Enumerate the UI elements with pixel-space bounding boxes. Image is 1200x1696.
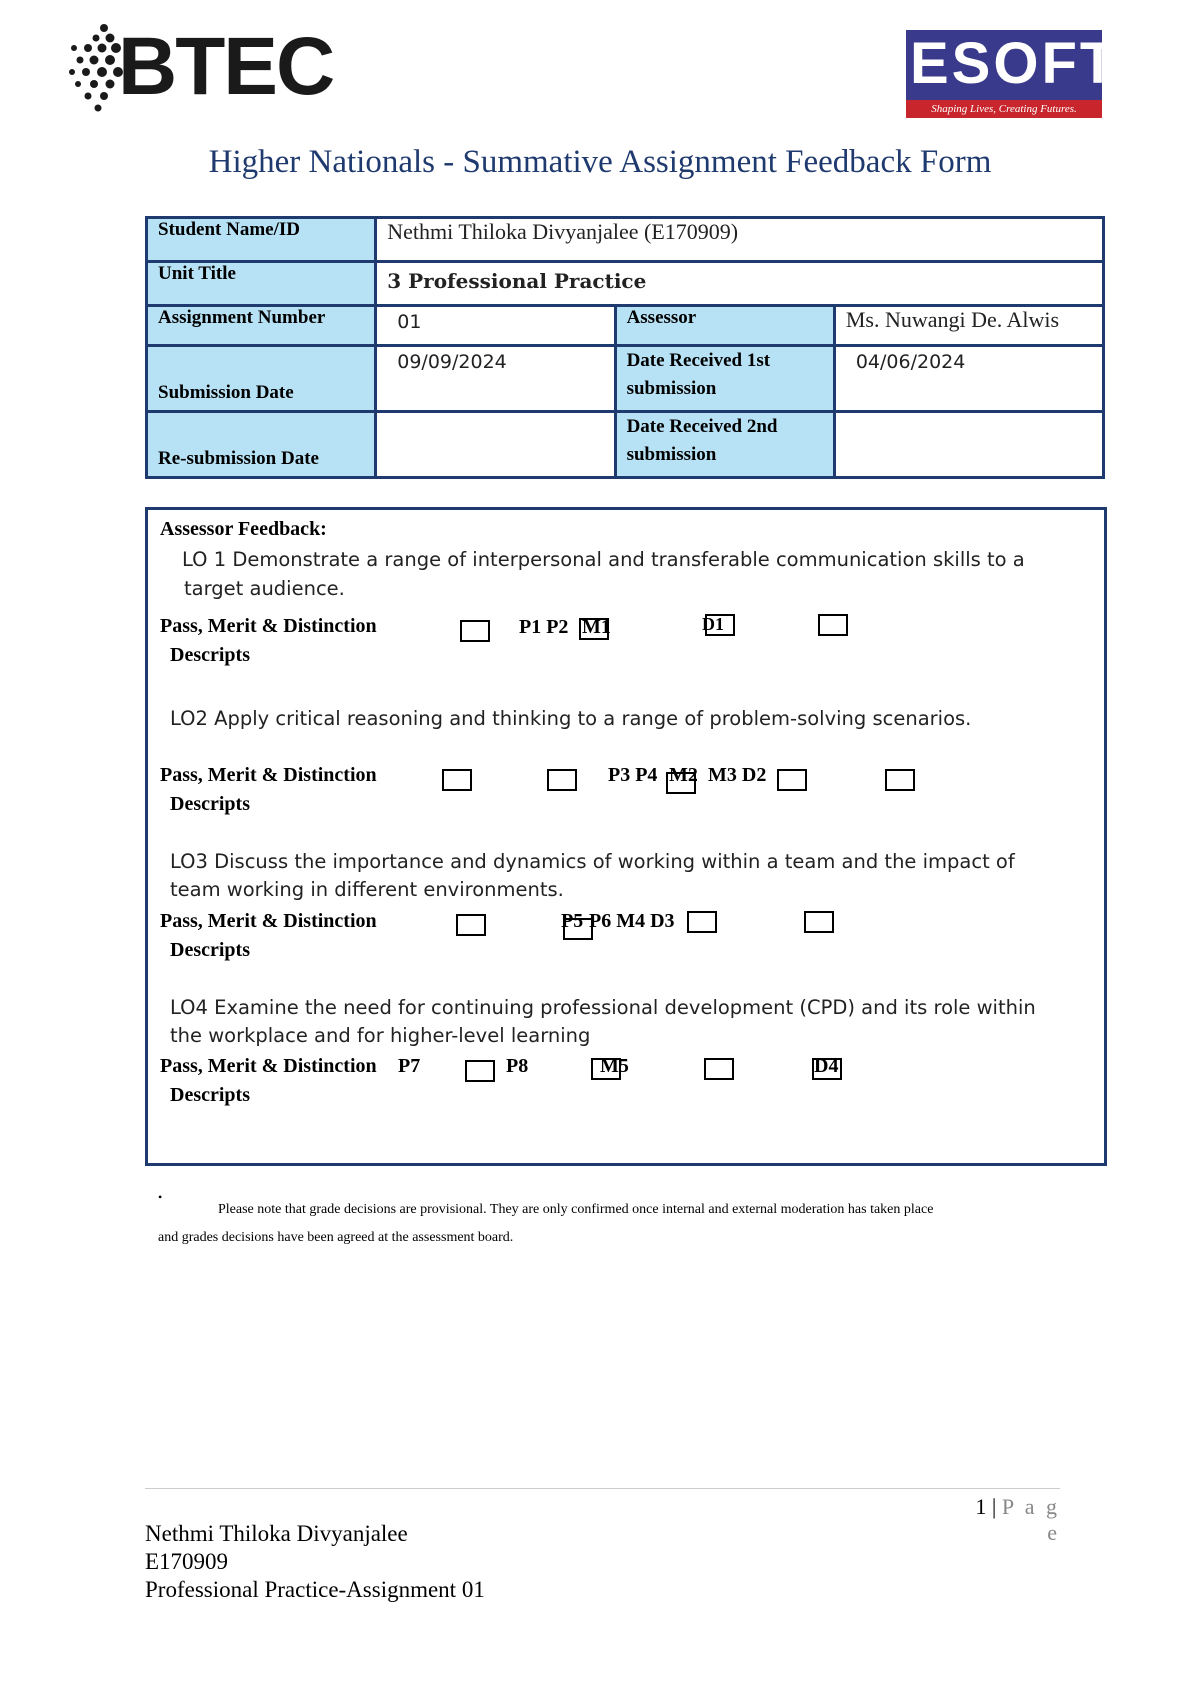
- assessor-feedback-box: [145, 507, 1107, 1166]
- lo3-checkbox-extra[interactable]: [804, 911, 834, 933]
- lo3-grade-p5: P5: [561, 910, 584, 932]
- lo2-checkbox-1[interactable]: [442, 769, 472, 791]
- footer-student-name: Nethmi Thiloka Divyanjalee: [145, 1521, 408, 1546]
- lo4-text-line2: the workplace and for higher-level learning: [170, 1024, 591, 1047]
- lo2-checkbox-2[interactable]: [547, 769, 577, 791]
- assessor-label: Assessor: [615, 306, 834, 346]
- lo3-pmd-label: Pass, Merit & Distinction: [160, 910, 377, 932]
- assessor-value: Ms. Nuwangi De. Alwis: [834, 306, 1103, 346]
- lo2-grades-m3-d2: M3 D2: [708, 764, 767, 786]
- lo1-grades-p1-p2: P1 P2: [519, 616, 569, 638]
- feedback-heading: Assessor Feedback:: [160, 518, 327, 540]
- form-title: Higher Nationals - Summative Assignment Feedback Form: [208, 144, 992, 180]
- student-value: Nethmi Thiloka Divyanjalee (E170909): [376, 218, 1104, 262]
- lo2-text-line1: LO2 Apply critical reasoning and thinking to a range of problem-solving scenarios.: [170, 707, 972, 730]
- esoft-logo-text: ESOFT: [910, 31, 1119, 96]
- lo1-checkbox-extra[interactable]: [818, 614, 848, 636]
- unit-label: Unit Title: [147, 262, 376, 306]
- student-label: Student Name/ID: [147, 218, 376, 262]
- lo4-grade-p8: P8: [506, 1055, 529, 1077]
- lo2-grades-p3-p4: P3 P4: [608, 764, 658, 786]
- lo2-checkbox-extra[interactable]: [885, 769, 915, 791]
- provisional-grade-note: [158, 1196, 1058, 1252]
- assignment-value: 01: [376, 306, 615, 346]
- lo3-checkbox-pass[interactable]: [456, 914, 486, 936]
- received1-value: 04/06/2024: [834, 346, 1103, 412]
- note-bullet: •: [158, 1190, 163, 1204]
- lo3-text-line2: team working in different environments.: [170, 878, 564, 901]
- lo1-checkbox-distinction[interactable]: [705, 614, 735, 636]
- lo4-pmd-label: Pass, Merit & Distinction: [160, 1055, 377, 1077]
- page-number-value: 1: [975, 1494, 987, 1519]
- lo1-text-line2: target audience.: [184, 577, 345, 600]
- esoft-tagline: Shaping Lives, Creating Futures.: [906, 100, 1102, 118]
- lo1-descripts-label: Descripts: [170, 644, 250, 666]
- lo4-grade-p7: P7: [398, 1055, 421, 1077]
- lo4-grade-m5: M5: [600, 1055, 629, 1077]
- received1-label: Date Received 1st submission: [615, 346, 834, 412]
- lo4-checkbox-extra[interactable]: [812, 1058, 842, 1080]
- lo1-text-line1: LO 1 Demonstrate a range of interpersonal and transferable communication skills to a: [182, 548, 1025, 571]
- lo1-checkbox-pass[interactable]: [460, 620, 490, 642]
- submission-label: Submission Date: [147, 346, 376, 412]
- lo4-checkbox-pass[interactable]: [465, 1060, 495, 1082]
- btec-logo: [66, 21, 334, 114]
- footer-assignment-title: Professional Practice-Assignment 01: [145, 1577, 485, 1602]
- btec-dots-icon: [66, 22, 126, 114]
- lo2-pmd-label: Pass, Merit & Distinction: [160, 764, 377, 786]
- resubmission-label: Re-submission Date: [147, 412, 376, 478]
- lo1-grade-m1: M1: [582, 616, 611, 638]
- lo3-text-line1: LO3 Discuss the importance and dynamics of working within a team and the impact of: [170, 850, 1015, 873]
- unit-value: 3 Professional Practice: [376, 262, 1104, 306]
- lo4-grade-d4: D4: [814, 1055, 839, 1077]
- lo1-checkbox-merit[interactable]: [579, 618, 609, 640]
- lo4-checkbox-merit[interactable]: [591, 1058, 621, 1080]
- lo1-grade-d1: D1: [702, 614, 724, 634]
- lo4-descripts-label: Descripts: [170, 1084, 250, 1106]
- received2-value: [834, 412, 1103, 478]
- footer-info: [145, 1520, 485, 1604]
- note-line1: Please note that grade decisions are provisional. They are only confirmed once internal and external moderation has taken place: [218, 1202, 934, 1217]
- note-line2: and grades decisions have been agreed at the assessment board.: [158, 1230, 514, 1245]
- assignment-label: Assignment Number: [147, 306, 376, 346]
- esoft-logo: [906, 30, 1119, 118]
- lo2-grade-m2: M2: [669, 764, 698, 786]
- footer-student-id: E170909: [145, 1549, 229, 1574]
- submission-value: 09/09/2024: [376, 346, 615, 412]
- lo4-text-line1: LO4 Examine the need for continuing professional development (CPD) and its role within: [170, 996, 1036, 1019]
- lo1-pmd-label: Pass, Merit & Distinction: [160, 615, 377, 637]
- lo3-descripts-label: Descripts: [170, 939, 250, 961]
- lo3-grades-p6-m4-d3: P6 M4 D3: [589, 910, 675, 932]
- lo4-checkbox-distinction[interactable]: [704, 1058, 734, 1080]
- student-info-table: [145, 216, 1105, 479]
- footer-rule: [145, 1488, 1060, 1489]
- received2-label: Date Received 2nd submission: [615, 412, 834, 478]
- lo2-descripts-label: Descripts: [170, 793, 250, 815]
- lo2-checkbox-merit[interactable]: [666, 772, 696, 794]
- resubmission-value: [376, 412, 615, 478]
- page-word: P a g e: [1001, 1494, 1060, 1545]
- btec-logo-text: BTEC: [118, 21, 334, 112]
- page-number: 1 | P a g e: [975, 1494, 1060, 1545]
- lo2-checkbox-distinction[interactable]: [777, 769, 807, 791]
- lo3-checkbox-distinction[interactable]: [687, 911, 717, 933]
